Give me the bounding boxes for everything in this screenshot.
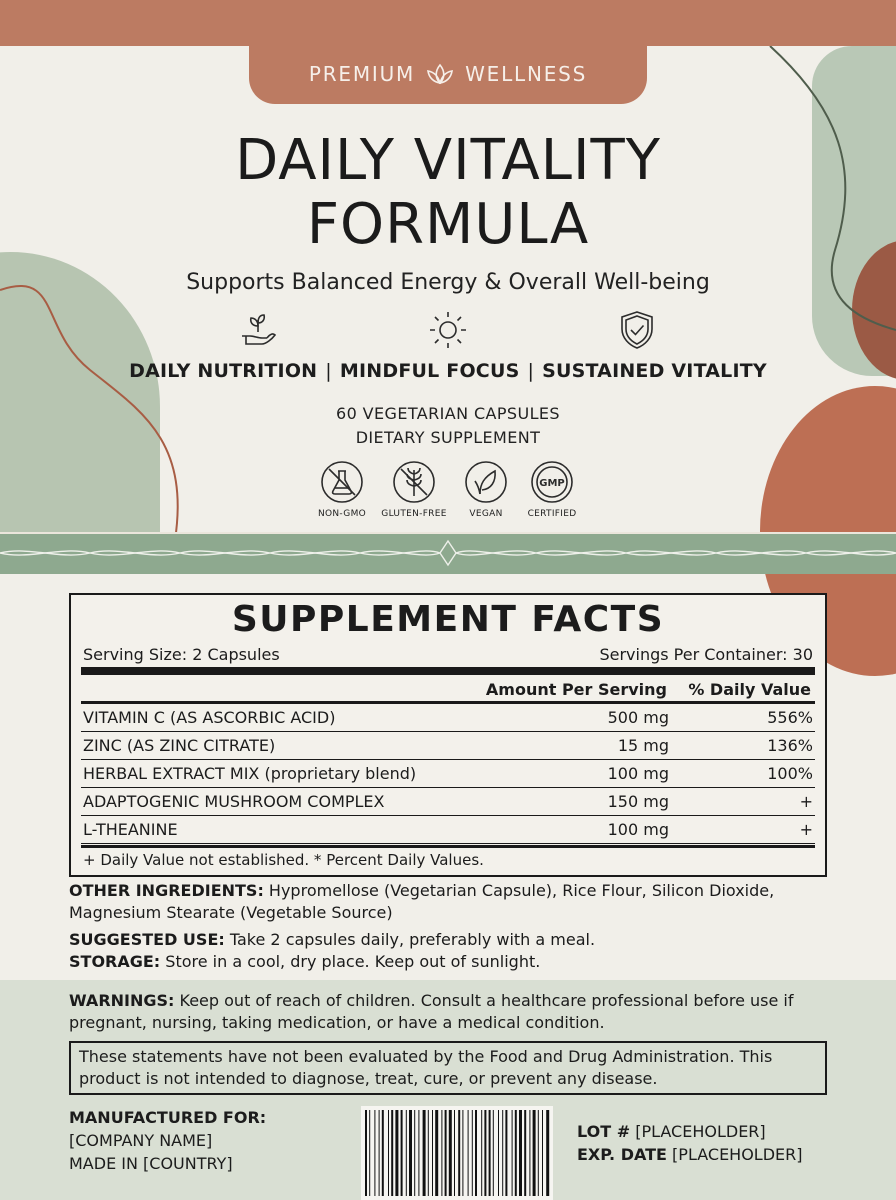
barcode-bar <box>423 1110 426 1196</box>
pillar-separator: | <box>325 360 332 382</box>
nutrient-name: L-THEANINE <box>83 820 178 839</box>
warnings-label: WARNINGS: <box>69 991 175 1010</box>
gmp-seal-icon <box>530 460 574 504</box>
barcode-bar <box>512 1110 513 1196</box>
badge-non-gmo <box>302 460 382 519</box>
pillar-daily-nutrition: DAILY NUTRITION <box>129 360 318 382</box>
barcode-bar <box>481 1110 482 1196</box>
barcode-bar <box>414 1110 415 1196</box>
brand-name-right: WELLNESS <box>465 62 588 86</box>
product-subtitle: Supports Balanced Energy & Overall Well-being <box>186 270 710 295</box>
facts-title: SUPPLEMENT FACTS <box>231 599 665 640</box>
capsule-count: 60 VEGETARIAN CAPSULES <box>336 404 560 423</box>
gmp-seal-text: GMP <box>539 478 565 489</box>
pillar-icons <box>0 308 896 356</box>
facts-footnote: + Daily Value not established. * Percent Daily Values. <box>83 851 484 869</box>
wheat-crossed-icon <box>392 460 436 504</box>
nutrient-daily-value: + <box>799 820 813 839</box>
product-count-block <box>0 402 896 450</box>
barcode-bar <box>529 1110 530 1196</box>
barcode-bar <box>432 1110 433 1196</box>
nutrient-daily-value: + <box>799 792 813 811</box>
barcode-bar <box>475 1110 477 1196</box>
warnings-text: Keep out of reach of children. Consult a healthcare professional before use if pregnant, nursing, taking medication, or have a medical condition. <box>69 991 794 1032</box>
barcode-bar <box>449 1110 452 1196</box>
shield-check-icon <box>615 308 659 352</box>
servings-per-container: Servings Per Container: 30 <box>599 645 813 664</box>
barcode-bar <box>401 1110 403 1196</box>
expiration-date <box>577 1143 803 1166</box>
facts-row <box>81 816 815 844</box>
facts-rows <box>81 704 815 844</box>
pillar-sustained-vitality: SUSTAINED VITALITY <box>542 360 767 382</box>
brand-name-left: PREMIUM <box>308 62 416 86</box>
serving-info <box>83 645 813 664</box>
suggested-use-label: SUGGESTED USE: <box>69 930 225 949</box>
barcode-bar <box>391 1110 393 1196</box>
barcode-bar <box>418 1110 419 1196</box>
badge-gluten-free <box>374 460 454 519</box>
facts-row <box>81 760 815 788</box>
nutrient-name: ZINC (AS ZINC CITRATE) <box>83 736 276 755</box>
nutrient-amount: 500 mg <box>607 708 669 727</box>
nutrient-daily-value: 556% <box>767 708 813 727</box>
barcode-bar <box>493 1110 494 1196</box>
storage <box>69 951 829 973</box>
storage-text: Store in a cool, dry place. Keep out of sunlight. <box>160 952 541 971</box>
barcode-bar <box>395 1110 398 1196</box>
manufacturer-block <box>69 1106 266 1175</box>
barcode-graphic <box>361 1106 553 1200</box>
barcode-bar <box>409 1110 412 1196</box>
barcode-bar <box>505 1110 507 1196</box>
barcode-bar <box>435 1110 438 1196</box>
storage-label: STORAGE: <box>69 952 161 971</box>
nutrient-amount: 15 mg <box>617 736 669 755</box>
product-title-line-2: FORMULA <box>306 192 590 257</box>
barcode-bar <box>533 1110 536 1196</box>
barcode-bar <box>542 1110 543 1196</box>
barcode-bar <box>388 1110 389 1196</box>
facts-row <box>81 788 815 816</box>
warnings <box>69 990 829 1034</box>
barcode-bar <box>445 1110 447 1196</box>
badge-gluten-free-label: GLUTEN-FREE <box>381 509 447 519</box>
nutrient-daily-value: 136% <box>767 736 813 755</box>
suggested-use <box>69 929 829 951</box>
lot-value: [PLACEHOLDER] <box>630 1122 766 1141</box>
barcode <box>361 1106 553 1200</box>
barcode-bar <box>406 1110 407 1196</box>
nutrient-amount: 100 mg <box>607 820 669 839</box>
product-title-line-1: DAILY VITALITY <box>235 128 661 193</box>
leaf-icon <box>464 460 508 504</box>
barcode-bar <box>441 1110 442 1196</box>
exp-value: [PLACEHOLDER] <box>666 1145 803 1164</box>
certification-badges <box>0 460 896 524</box>
decorative-divider-band <box>0 532 896 574</box>
barcode-bar <box>484 1110 486 1196</box>
facts-thick-rule <box>81 667 815 675</box>
lot-label: LOT # <box>577 1122 631 1141</box>
nutrient-name: VITAMIN C (AS ASCORBIC ACID) <box>83 708 336 727</box>
product-type: DIETARY SUPPLEMENT <box>355 428 541 447</box>
facts-column-headers <box>83 680 813 702</box>
nutrient-daily-value: 100% <box>767 764 813 783</box>
barcode-bar <box>498 1110 499 1196</box>
product-pillars <box>0 360 896 382</box>
barcode-bar <box>519 1110 522 1196</box>
flask-crossed-icon <box>320 460 364 504</box>
barcode-bar <box>458 1110 460 1196</box>
exp-label: EXP. DATE <box>577 1145 667 1164</box>
lotus-leaf-icon <box>425 59 455 89</box>
lot-block <box>577 1120 803 1166</box>
manufacturer-origin: MADE IN [COUNTRY] <box>69 1154 233 1173</box>
facts-row <box>81 704 815 732</box>
facts-bottom-rule <box>81 845 815 848</box>
nutrient-name: ADAPTOGENIC MUSHROOM COMPLEX <box>83 792 385 811</box>
barcode-bar <box>369 1110 370 1196</box>
pillar-separator: | <box>527 360 535 382</box>
badge-vegan-label: VEGAN <box>469 509 503 519</box>
brand-tab <box>249 0 647 104</box>
barcode-bar <box>428 1110 429 1196</box>
barcode-bar <box>468 1110 469 1196</box>
badge-non-gmo-label: NON-GMO <box>317 509 367 519</box>
fda-disclaimer: These statements have not been evaluated by the Food and Drug Administration. This product is not intended to diagnose, treat, cure, or prevent any disease. <box>69 1041 827 1095</box>
header-daily-value: % Daily Value <box>688 680 811 699</box>
nutrient-name: HERBAL EXTRACT MIX (proprietary blend) <box>83 764 417 783</box>
other-ingredients-text: Hypromellose (Vegetarian Capsule), Rice Flour, Silicon Dioxide, Magnesium Stearate (Vegetable Source) <box>69 881 775 922</box>
barcode-bar <box>515 1110 517 1196</box>
badge-certified-label: CERTIFIED <box>527 509 577 519</box>
barcode-bar <box>374 1110 375 1196</box>
pillar-mindful-focus: MINDFUL FOCUS <box>339 360 520 382</box>
barcode-bar <box>489 1110 491 1196</box>
barcode-bar <box>546 1110 549 1196</box>
sun-icon <box>426 308 470 352</box>
barcode-bar <box>524 1110 526 1196</box>
barcode-bar <box>502 1110 503 1196</box>
nutrient-amount: 100 mg <box>607 764 669 783</box>
barcode-bar <box>382 1110 384 1196</box>
barcode-bar <box>462 1110 463 1196</box>
barcode-bar <box>365 1110 367 1196</box>
facts-row <box>81 732 815 760</box>
suggested-use-text: Take 2 capsules daily, preferably with a meal. <box>224 930 596 949</box>
lot-number <box>577 1120 803 1143</box>
header-amount-per-serving: Amount Per Serving <box>485 680 667 699</box>
supplement-facts-panel <box>69 593 827 877</box>
barcode-bar <box>454 1110 455 1196</box>
nutrient-amount: 150 mg <box>607 792 669 811</box>
barcode-bar <box>538 1110 539 1196</box>
barcode-bar <box>472 1110 473 1196</box>
manufacturer-company: [COMPANY NAME] <box>69 1131 213 1150</box>
badge-certified <box>512 460 592 519</box>
serving-size: Serving Size: 2 Capsules <box>83 645 280 664</box>
barcode-bar <box>379 1110 380 1196</box>
other-ingredients <box>69 880 829 924</box>
other-ingredients-label: OTHER INGREDIENTS: <box>69 881 264 900</box>
manufacturer-heading: MANUFACTURED FOR: <box>69 1108 267 1127</box>
hand-sprout-icon <box>236 308 280 352</box>
